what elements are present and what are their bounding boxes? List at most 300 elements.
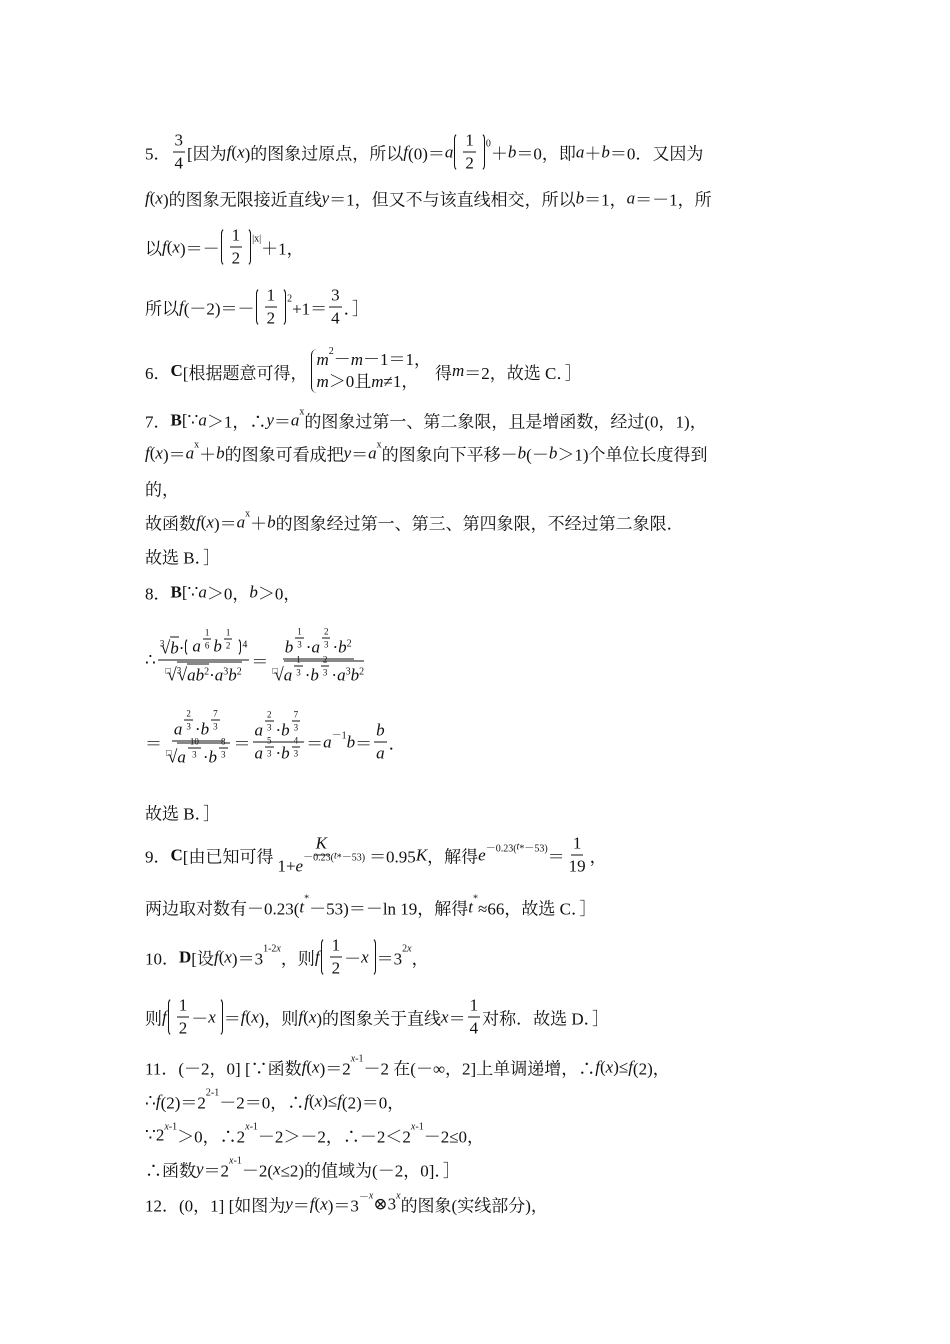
- math-variable: a: [626, 188, 636, 207]
- text-segment: 的，: [145, 480, 179, 500]
- text-segment: -1: [249, 1121, 258, 1133]
- text-segment: ⊗3: [373, 1194, 397, 1213]
- math-variable: f: [628, 1057, 633, 1076]
- text: 2-1: [205, 1087, 220, 1099]
- text-segment: ·: [304, 665, 311, 685]
- radicand: [177, 736, 229, 768]
- text-segment: ＝0.95: [369, 847, 416, 867]
- text-segment: 2: [465, 153, 474, 173]
- text-segment: (: [303, 1007, 309, 1026]
- document-line: [145, 1192, 548, 1217]
- text-segment: ＝: [448, 1009, 466, 1029]
- text: 2: [346, 638, 352, 650]
- math-variable: t: [516, 841, 520, 853]
- superscript: [263, 736, 276, 759]
- denominator: [265, 722, 274, 733]
- math-variable: m: [316, 372, 329, 391]
- text-segment: 1: [178, 995, 188, 1015]
- superscript: [223, 666, 228, 677]
- text-segment: 5: [267, 735, 272, 746]
- left-paren: [454, 133, 460, 172]
- fraction: [374, 721, 387, 764]
- text-segment: ·: [331, 665, 338, 685]
- math-variable: f: [213, 947, 219, 966]
- text-segment: 4: [331, 308, 340, 328]
- denominator: [468, 1018, 481, 1039]
- math-variable: a: [187, 665, 196, 684]
- math-variable: f: [314, 947, 320, 966]
- text-segment: (: [231, 142, 238, 161]
- math-variable: x: [155, 443, 163, 462]
- denominator: [177, 1018, 190, 1039]
- numerator: [463, 131, 476, 153]
- document-line: [145, 1123, 484, 1148]
- math-variable: f: [301, 1057, 307, 1076]
- text-segment: )＝3: [327, 1196, 359, 1216]
- text: －1: [331, 730, 347, 742]
- text-segment: ∴: [145, 650, 156, 669]
- fraction: [270, 626, 366, 686]
- superscript: [186, 737, 203, 760]
- text-segment: *－53): [336, 852, 366, 864]
- document-line: [145, 1055, 670, 1080]
- text-segment: ＝: [145, 734, 162, 754]
- math-variable: f: [304, 1091, 309, 1110]
- text-segment: －1＝1，: [363, 350, 432, 369]
- radical: [160, 636, 179, 658]
- math-variable: x: [206, 512, 214, 531]
- document-line: [145, 544, 220, 569]
- text-segment: ＝: [355, 734, 373, 754]
- math-variable: b: [281, 720, 290, 740]
- text-segment: 1-2: [263, 943, 277, 955]
- text-segment: －: [358, 1192, 369, 1204]
- text-segment: 7: [213, 708, 218, 719]
- numerator: [177, 996, 190, 1018]
- parenthesized-group: [453, 131, 486, 174]
- right-paren: [235, 637, 241, 656]
- text-segment: 6: [204, 640, 210, 650]
- radical: [166, 736, 230, 768]
- math-variable: f: [309, 1194, 315, 1213]
- text-segment: ·: [209, 665, 215, 684]
- math-variable: a: [192, 636, 201, 656]
- text-segment: －2≤0，: [423, 1127, 485, 1147]
- fraction: [265, 736, 274, 759]
- text-segment: )＝: [213, 514, 237, 534]
- text-segment: (: [599, 1057, 606, 1076]
- text-segment: ＝1，但又不与该直线相交，所以: [329, 190, 576, 210]
- math-variable: f: [240, 1007, 246, 1026]
- math-variable: b: [208, 747, 217, 767]
- math-variable: x: [208, 1007, 216, 1026]
- radicand: [177, 661, 242, 685]
- document-line: [145, 708, 406, 768]
- math-variable: x: [308, 1007, 317, 1026]
- left-paren: [256, 288, 262, 327]
- text-segment: ＝2，故选 C．］: [464, 363, 582, 383]
- radical-index: □: [166, 747, 172, 758]
- superscript: [402, 944, 411, 955]
- text-segment: ·: [202, 747, 209, 767]
- text-segment: ·: [275, 720, 282, 740]
- text-segment: 2: [323, 626, 329, 637]
- math-variable: a: [283, 665, 293, 685]
- fraction: [265, 286, 278, 329]
- math-variable: x: [245, 1121, 250, 1133]
- right-paren: [280, 288, 286, 327]
- document-line: [145, 936, 429, 979]
- math-variable: f: [595, 1057, 600, 1076]
- equation-system: [311, 346, 432, 393]
- text-segment: 1: [296, 654, 301, 665]
- text-segment: 7: [293, 709, 299, 720]
- math-variable: x: [410, 1121, 416, 1133]
- superscript: [332, 727, 347, 742]
- document-line: [145, 626, 368, 686]
- superscript: [290, 710, 303, 733]
- denominator: [292, 748, 301, 759]
- text-segment: ＞0，∴2: [177, 1127, 246, 1147]
- numerator: [374, 721, 387, 743]
- math-variable: a: [311, 637, 320, 657]
- text-segment: 4: [293, 735, 299, 746]
- text-segment: 的图象经过第一、第三、第四象限，不经过第二象限．: [275, 514, 684, 534]
- text-segment: (－2)＝－: [183, 299, 255, 319]
- text-segment: 两边取对数有－0.23(: [145, 899, 300, 919]
- denominator: [163, 660, 243, 685]
- math-variable: x: [441, 1007, 449, 1026]
- math-variable: f: [403, 142, 409, 161]
- text-segment: )＝3: [231, 949, 264, 969]
- superscript: [359, 667, 364, 678]
- math-variable: t: [299, 897, 305, 916]
- fraction: [329, 286, 342, 329]
- superscript: [263, 944, 281, 955]
- left-paren: [185, 637, 191, 656]
- math-variable: y: [285, 1194, 293, 1213]
- text: *: [473, 893, 479, 905]
- numerator: [330, 936, 343, 958]
- fraction: [177, 996, 190, 1039]
- math-variable: b: [284, 637, 294, 657]
- text-segment: 1+: [277, 856, 296, 876]
- text-segment: 所以: [145, 299, 179, 319]
- exponent: 2: [287, 293, 293, 305]
- document-line: [145, 580, 300, 605]
- denominator: [164, 736, 232, 768]
- text-segment: ＝2: [203, 1161, 230, 1181]
- text-segment: (: [200, 512, 207, 531]
- text-segment: －2＞－2，∴－2＜2: [257, 1127, 411, 1147]
- text-segment: 2: [331, 958, 341, 978]
- document-line: [145, 800, 220, 825]
- numerator: [321, 655, 330, 667]
- fraction: [468, 996, 481, 1039]
- text-segment: )＝: [162, 445, 186, 465]
- text-segment: (: [306, 1057, 313, 1076]
- math-variable: b: [213, 636, 222, 656]
- text-segment: 1: [331, 935, 341, 955]
- document-line: [145, 1157, 460, 1182]
- text-segment: ＋: [490, 144, 508, 164]
- math-variable: x: [237, 142, 245, 161]
- superscript: [217, 737, 230, 760]
- text-segment: ，: [589, 847, 607, 867]
- math-variable: a: [444, 142, 454, 161]
- text-segment: 1: [266, 285, 276, 305]
- parenthesized-group: [184, 627, 242, 658]
- text-segment: ，: [411, 949, 429, 969]
- text-segment: )的图象无限接近直线: [162, 190, 322, 210]
- text-segment: ＞0，: [206, 584, 250, 604]
- fraction: [463, 131, 476, 174]
- text-segment: ＋1，: [261, 239, 304, 259]
- document-line: [145, 996, 609, 1039]
- text: *: [304, 893, 310, 905]
- text-segment: 3: [186, 721, 191, 732]
- math-variable: x: [314, 1091, 323, 1110]
- document-line: [145, 895, 596, 920]
- text-segment: 1: [469, 995, 479, 1015]
- text-segment: [由已知可得: [182, 847, 274, 867]
- fraction: [253, 709, 305, 767]
- radical-index: □: [272, 665, 278, 676]
- fraction: [294, 655, 303, 678]
- superscript: [473, 894, 478, 905]
- right-paren: [370, 938, 376, 977]
- text-segment: (: [166, 237, 173, 256]
- superscript: [245, 509, 250, 520]
- math-variable: b: [346, 732, 356, 751]
- denominator: [275, 850, 367, 877]
- fraction: [230, 226, 243, 269]
- text: x: [376, 439, 382, 451]
- fraction: [211, 709, 220, 732]
- text-segment: 的图象(实线部分)，: [400, 1196, 548, 1216]
- answer-letter: B: [170, 410, 182, 429]
- denominator: [184, 721, 193, 732]
- document-line: [145, 476, 179, 501]
- text-segment: －2(: [241, 1161, 274, 1181]
- text-segment: 5．: [145, 144, 171, 164]
- text-segment: 11．(－2，0] [∵函数: [145, 1059, 302, 1079]
- text-segment: 得: [435, 363, 453, 383]
- math-variable: y: [343, 443, 352, 462]
- superscript: [346, 667, 351, 678]
- text-segment: ·: [194, 719, 201, 739]
- math-variable: x: [172, 237, 180, 256]
- text-segment: (: [149, 443, 156, 462]
- fraction: [275, 834, 367, 877]
- text-segment: 12．(0，1] [如图为: [145, 1196, 286, 1216]
- text-segment: 3: [323, 639, 329, 650]
- superscript: [320, 627, 333, 650]
- paren-content: [175, 996, 216, 1039]
- math-variable: a: [376, 743, 385, 763]
- text-segment: 2: [266, 308, 276, 328]
- radical-index: □: [165, 665, 171, 675]
- text-segment: )，则: [258, 1009, 299, 1029]
- denominator: [330, 958, 343, 979]
- text-segment: 3: [293, 722, 299, 733]
- system-row: [316, 371, 431, 393]
- text-segment: ．］: [343, 299, 370, 319]
- fraction: [184, 709, 193, 732]
- math-variable: f: [145, 443, 150, 462]
- math-variable: e: [478, 845, 486, 864]
- math-variable: K: [415, 845, 428, 864]
- text-segment: 的图象向下平移－: [381, 445, 518, 465]
- text-segment: )＝2: [319, 1059, 351, 1079]
- superscript: [290, 736, 303, 759]
- math-variable: t: [333, 850, 337, 862]
- fraction: [567, 834, 588, 877]
- math-variable: x: [155, 188, 163, 207]
- denominator: [253, 735, 305, 767]
- math-variable: b: [350, 665, 360, 685]
- text-segment: 3: [331, 285, 340, 305]
- document-line: [145, 1089, 404, 1114]
- text-segment: 4: [469, 1018, 479, 1038]
- text-segment: 4: [174, 153, 183, 173]
- paren-content: [263, 286, 280, 329]
- text-segment: 7．: [145, 412, 171, 432]
- text: 2: [328, 346, 334, 357]
- denominator: [321, 667, 330, 678]
- fraction: [203, 627, 212, 650]
- superscript: [303, 849, 365, 864]
- exponent: |x|: [252, 233, 262, 245]
- text-segment: -1: [233, 1155, 242, 1167]
- text-segment: 1: [572, 833, 582, 853]
- answer-letter: C: [170, 361, 183, 380]
- text-segment: ∴: [145, 1091, 156, 1110]
- numerator: [322, 627, 331, 639]
- math-variable: x: [276, 943, 281, 955]
- superscript: [377, 440, 382, 451]
- fraction: [321, 655, 330, 678]
- text-segment: ＞0且: [328, 372, 372, 391]
- math-variable: f: [226, 142, 232, 161]
- math-variable: x: [229, 1155, 234, 1167]
- text-segment: －2＝0，∴: [219, 1093, 305, 1113]
- text-segment: (－: [526, 445, 549, 465]
- text: 3: [223, 666, 229, 677]
- math-variable: b: [548, 443, 558, 462]
- numerator: [230, 226, 243, 248]
- math-variable: a: [290, 410, 300, 429]
- math-variable: x: [361, 947, 369, 966]
- text-segment: 3: [221, 749, 226, 760]
- system-row: [316, 346, 432, 371]
- denominator: [211, 721, 220, 732]
- parenthesized-group: [255, 286, 288, 329]
- paren-content: [228, 226, 245, 269]
- fraction: [330, 936, 343, 979]
- math-variable: x: [224, 947, 232, 966]
- denominator: [219, 749, 228, 760]
- document-line: [145, 226, 304, 269]
- fraction: [173, 131, 186, 174]
- text-segment: )的图象过原点，所以: [244, 144, 404, 164]
- text-segment: [根据题意可得，: [182, 363, 308, 383]
- text-segment: 3: [267, 748, 272, 759]
- math-variable: x: [273, 1159, 281, 1178]
- math-variable: x: [164, 1121, 169, 1133]
- text-segment: 故选 B．］: [145, 548, 221, 568]
- text-segment: *－53): [519, 843, 548, 855]
- radicand: [283, 654, 365, 686]
- text-segment: (: [245, 1007, 252, 1026]
- superscript: [347, 639, 352, 650]
- text-segment: 2: [178, 1018, 188, 1038]
- left-paren: [168, 998, 174, 1037]
- denominator: [463, 153, 476, 174]
- text-segment: －0.23(: [485, 843, 517, 855]
- math-variable: b: [267, 512, 276, 531]
- fraction: [322, 627, 331, 650]
- text-segment: 8．: [145, 584, 171, 604]
- text: 2: [236, 666, 242, 677]
- superscript: [204, 666, 209, 677]
- denominator: [270, 654, 366, 686]
- document-line: [145, 131, 703, 174]
- math-variable: a: [254, 743, 263, 763]
- math-variable: b: [228, 665, 237, 684]
- text-segment: 1: [204, 627, 210, 637]
- math-variable: m: [316, 350, 329, 369]
- text-segment: 的图象过第一、第二象限，且是增函数，经过(0，1)，: [304, 412, 707, 432]
- denominator: [203, 639, 212, 650]
- document-line: [145, 834, 607, 877]
- superscript: [237, 666, 242, 677]
- fraction: [188, 737, 201, 760]
- text-segment: [因为: [187, 144, 227, 164]
- text-segment: 3: [297, 639, 302, 650]
- text: x: [194, 439, 200, 451]
- text-segment: ≠1，: [383, 372, 419, 391]
- math-variable: f: [145, 188, 150, 207]
- math-variable: a: [173, 719, 183, 739]
- text-segment: (: [314, 1194, 321, 1213]
- superscript: [299, 407, 304, 418]
- text-segment: 1: [231, 225, 241, 245]
- left-paren: [221, 228, 227, 267]
- superscript: [359, 1189, 373, 1204]
- text-segment: 2: [225, 640, 231, 650]
- math-variable: b: [507, 142, 517, 161]
- math-variable: m: [350, 350, 364, 369]
- math-variable: a: [236, 512, 246, 531]
- radical-index: 3: [159, 638, 165, 648]
- math-variable: x: [407, 943, 412, 955]
- left-paren: [321, 938, 327, 977]
- text-segment: [∵: [181, 582, 199, 601]
- answer-letter: C: [170, 845, 183, 864]
- text-segment: ＝: [547, 847, 565, 867]
- text-segment: ＝0．又因为: [609, 144, 704, 164]
- right-paren: [479, 133, 485, 172]
- math-variable: x: [350, 1053, 356, 1065]
- text-segment: -1: [415, 1121, 424, 1133]
- denominator: [374, 743, 387, 764]
- math-variable: a: [185, 443, 195, 462]
- text-segment: (: [149, 188, 156, 207]
- text-segment: (2)＝0，: [341, 1093, 405, 1113]
- text-segment: )的图象关于直线: [316, 1009, 442, 1029]
- text-segment: [∵: [181, 410, 199, 429]
